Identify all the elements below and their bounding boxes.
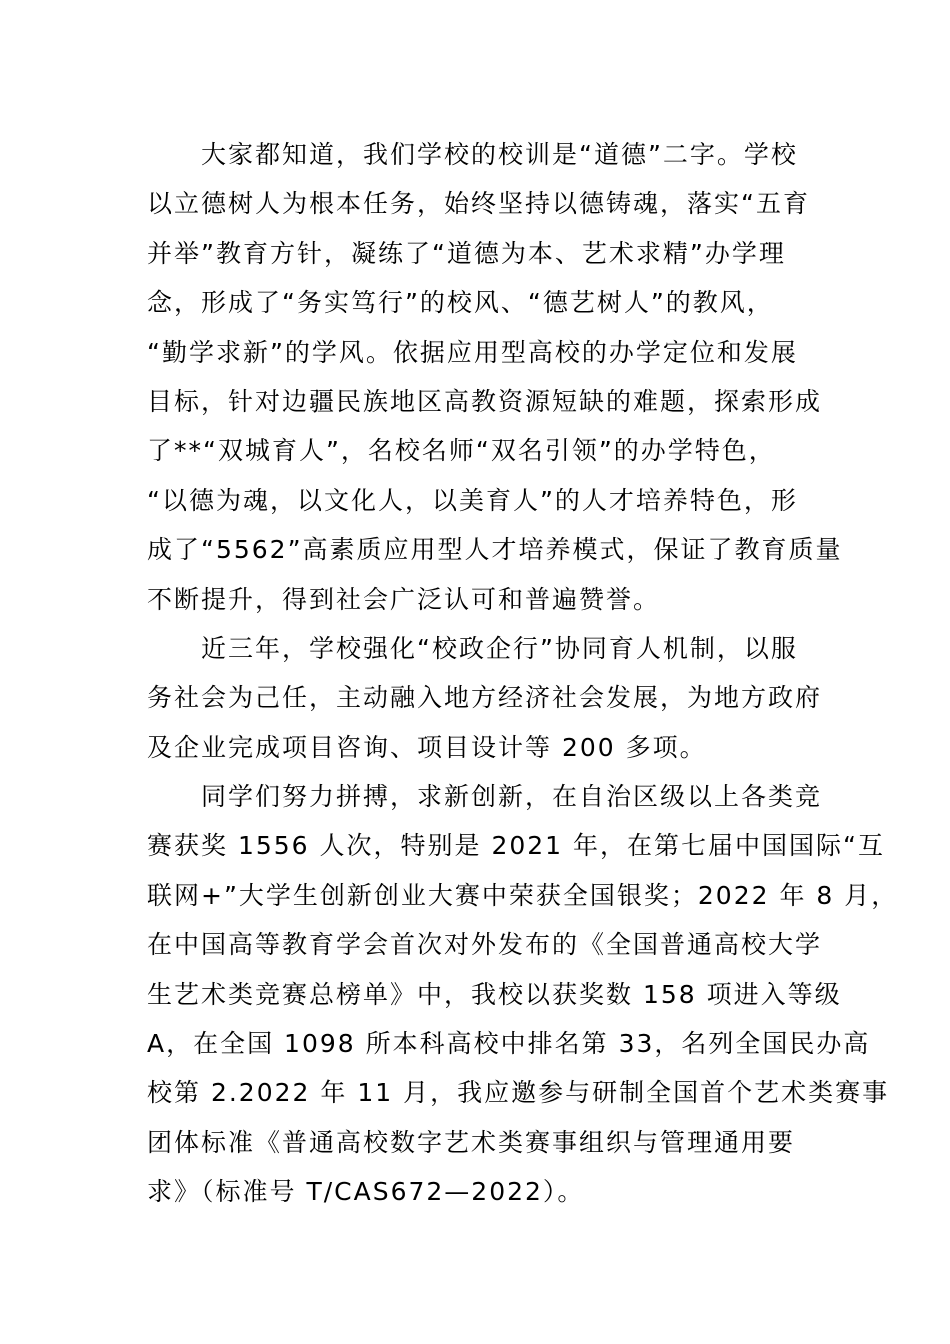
text-line: 目标，针对边疆民族地区高教资源短缺的难题，探索形成 <box>147 386 823 416</box>
text-line: 联网+”大学生创新创业大赛中荣获全国银奖；2022 年 8 月， <box>147 880 899 910</box>
text-line: 不断提升，得到社会广泛认可和普遍赞誉。 <box>147 584 661 614</box>
paragraph-school-motto <box>147 130 843 624</box>
text-line: 团体标准《普通高校数字艺术类赛事组织与管理通用要 <box>147 1127 796 1157</box>
text-line: 近三年，学校强化“校政企行”协同育人机制，以服 <box>201 633 798 663</box>
body-text <box>147 130 899 1217</box>
text-line: 以立德树人为根本任务，始终坚持以德铸魂，落实“五育 <box>147 189 810 219</box>
text-line: 务社会为己任，主动融入地方经济社会发展，为地方政府 <box>147 683 823 713</box>
text-line: 成了“5562”高素质应用型人才培养模式，保证了教育质量 <box>147 535 843 565</box>
text-line: 大家都知道，我们学校的校训是“道德”二字。学校 <box>201 140 798 169</box>
text-line: 生艺术类竞赛总榜单》中，我校以获奖数 158 项进入等级 <box>147 979 842 1009</box>
text-line: “勤学求新”的学风。依据应用型高校的办学定位和发展 <box>147 337 798 367</box>
text-line: 赛获奖 1556 人次，特别是 2021 年，在第七届中国国际“互 <box>147 831 885 861</box>
paragraph-social-service <box>147 624 823 772</box>
text-line: 求》（标准号 T/CAS672—2022）。 <box>147 1177 585 1207</box>
text-line: 同学们努力拼搏，求新创新，在自治区级以上各类竞 <box>201 782 823 812</box>
text-line: 及企业完成项目咨询、项目设计等 200 多项。 <box>147 732 707 762</box>
text-line: 了**“双城育人”，名校名师“双名引领”的办学特色， <box>147 436 776 466</box>
text-line: 在中国高等教育学会首次对外发布的《全国普通高校大学 <box>147 930 823 960</box>
text-line: “以德为魂，以文化人，以美育人”的人才培养特色，形 <box>147 485 798 515</box>
text-line: 念，形成了“务实笃行”的校风、“德艺树人”的教风， <box>147 288 774 318</box>
text-line: 并举”教育方针，凝练了“道德为本、艺术求精”办学理 <box>147 238 786 268</box>
text-line: A，在全国 1098 所本科高校中排名第 33，名列全国民办高 <box>147 1029 871 1059</box>
text-line: 校第 2.2022 年 11 月，我应邀参与研制全国首个艺术类赛事 <box>147 1078 890 1108</box>
paragraph-student-awards <box>147 772 899 1217</box>
